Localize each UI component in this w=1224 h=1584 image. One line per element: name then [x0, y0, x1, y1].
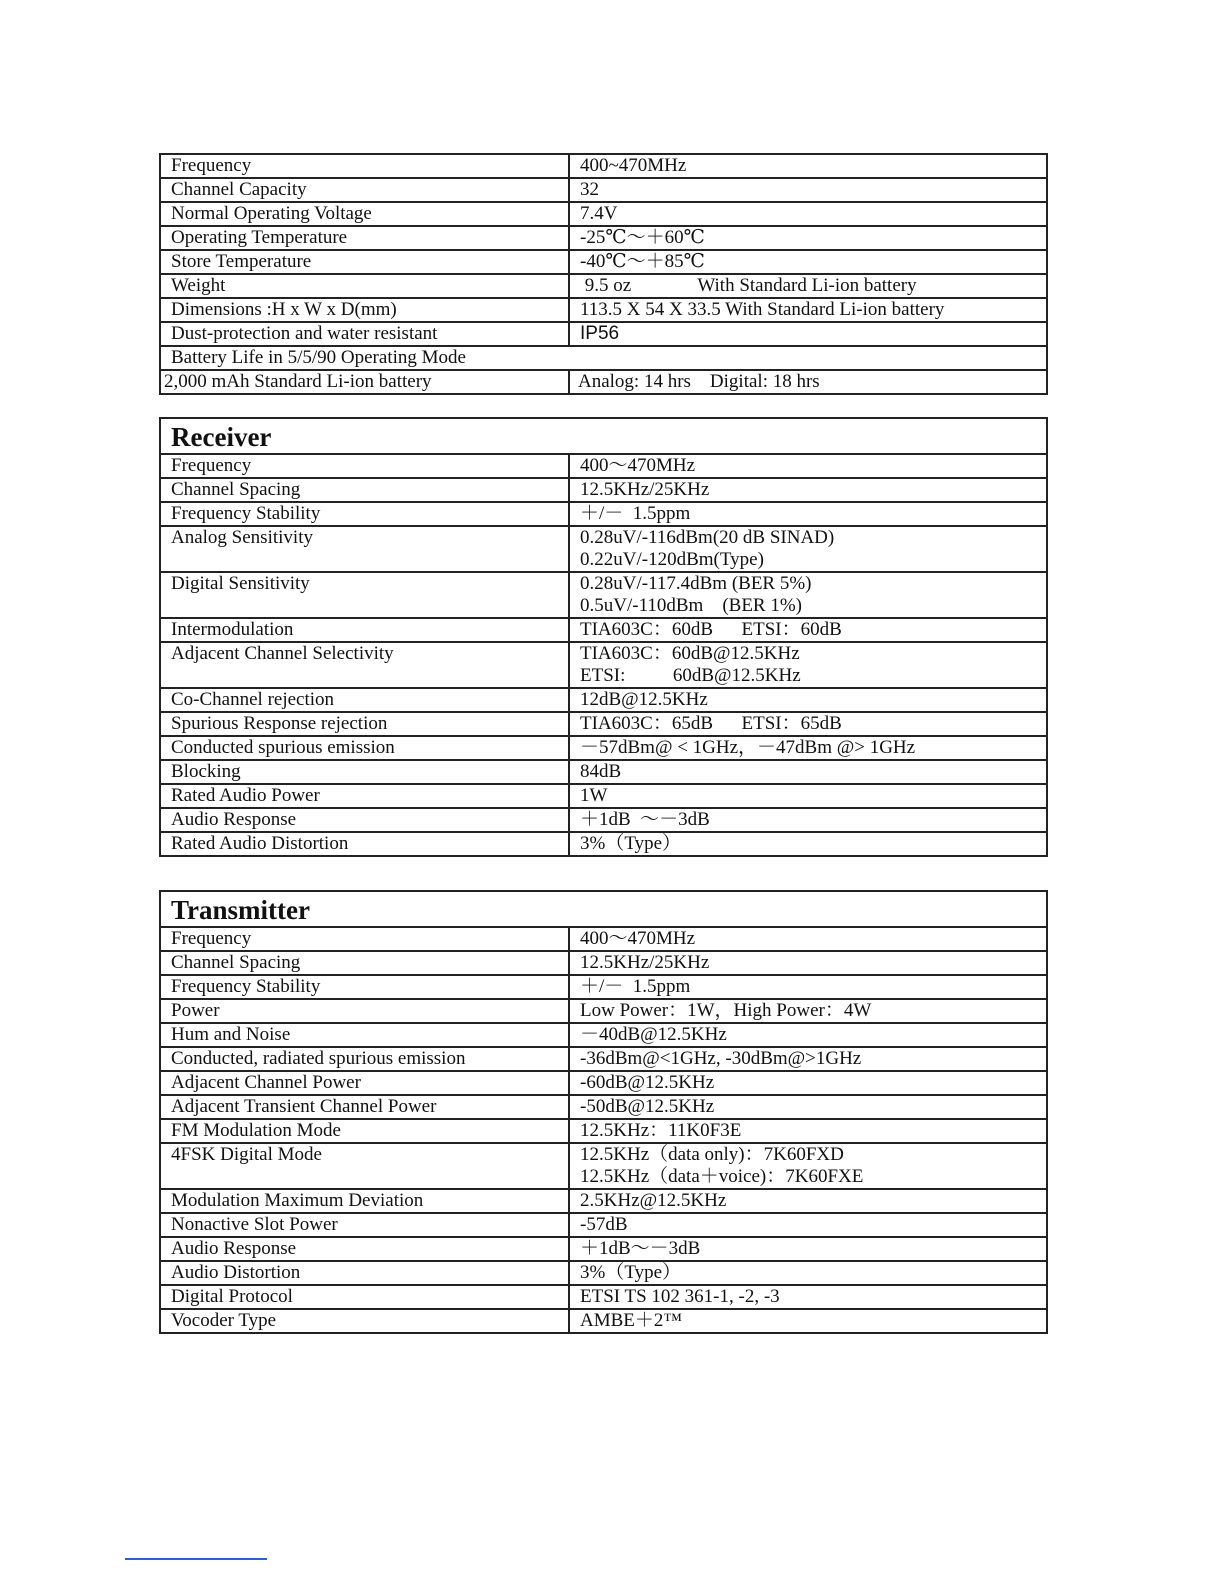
value-line: ＋1dB～－3dB [580, 1238, 701, 1259]
param-value [569, 1189, 1047, 1213]
param-value: 113.5 X 54 X 33.5 With Standard Li-ion battery [569, 298, 1047, 322]
value-line: -50dB@12.5KHz [580, 1096, 715, 1117]
param-label: Blocking [160, 760, 569, 784]
param-value [569, 832, 1047, 856]
param-label: Digital Sensitivity [160, 572, 569, 618]
section-title: Transmitter [160, 891, 1047, 927]
value-line: ＋1dB ～－3dB [580, 809, 710, 830]
value-line: 12.5KHz/25KHz [580, 479, 710, 500]
value-line: ＋/－ 1.5ppm [580, 503, 691, 524]
table-row [160, 712, 1047, 736]
param-value [569, 502, 1047, 526]
table-row [160, 1237, 1047, 1261]
receiver-spec-table [159, 417, 1048, 857]
param-value: -25℃～＋60℃ [569, 226, 1047, 250]
value-line: 400～470MHz [580, 928, 696, 949]
param-label: Hum and Noise [160, 1023, 569, 1047]
param-label: Channel Capacity [160, 178, 569, 202]
value-line: 400～470MHz [580, 455, 696, 476]
table-row [160, 808, 1047, 832]
value-line: 12.5KHz（data only)：7K60FXD [580, 1144, 844, 1165]
table-row [160, 370, 1047, 394]
param-value: Analog: 14 hrs Digital: 18 hrs [569, 370, 1047, 394]
table-row [160, 1309, 1047, 1333]
value-line: ETSI: 60dB@12.5KHz [580, 665, 801, 686]
param-label: Spurious Response rejection [160, 712, 569, 736]
param-value [569, 688, 1047, 712]
table-row [160, 502, 1047, 526]
param-label: Frequency [160, 454, 569, 478]
param-value [569, 526, 1047, 572]
param-value [569, 1143, 1047, 1189]
table-row [160, 618, 1047, 642]
table-row [160, 1143, 1047, 1189]
param-value [569, 618, 1047, 642]
param-label: Audio Response [160, 1237, 569, 1261]
param-value [569, 927, 1047, 951]
param-value [569, 1213, 1047, 1237]
table-row [160, 274, 1047, 298]
value-line: 1W [580, 785, 608, 806]
param-value [569, 1071, 1047, 1095]
param-value [569, 712, 1047, 736]
value-line: 3%（Type） [580, 1262, 682, 1283]
param-label: Dimensions :H x W x D(mm) [160, 298, 569, 322]
param-value [569, 1309, 1047, 1333]
param-label: Channel Spacing [160, 951, 569, 975]
value-line: 12dB@12.5KHz [580, 689, 708, 710]
param-label: Modulation Maximum Deviation [160, 1189, 569, 1213]
param-value: 7.4V [569, 202, 1047, 226]
table-row [160, 226, 1047, 250]
param-value: 32 [569, 178, 1047, 202]
param-label: Dust-protection and water resistant [160, 322, 569, 346]
value-line: 84dB [580, 761, 622, 782]
table-row [160, 178, 1047, 202]
param-value: 9.5 oz With Standard Li-ion battery [569, 274, 1047, 298]
param-label: Analog Sensitivity [160, 526, 569, 572]
param-value [569, 736, 1047, 760]
param-label: Power [160, 999, 569, 1023]
table-row [160, 975, 1047, 999]
table-row [160, 1261, 1047, 1285]
table-row [160, 784, 1047, 808]
param-value [569, 1261, 1047, 1285]
param-label: Frequency [160, 927, 569, 951]
section-header [160, 418, 1047, 454]
table-row [160, 1047, 1047, 1071]
param-value [569, 1285, 1047, 1309]
value-line: 0.22uV/-120dBm(Type) [580, 549, 764, 570]
param-label: Operating Temperature [160, 226, 569, 250]
param-value [569, 1237, 1047, 1261]
param-label: Frequency Stability [160, 975, 569, 999]
general-spec-table [159, 153, 1048, 395]
param-value [569, 808, 1047, 832]
param-label: Audio Distortion [160, 1261, 569, 1285]
param-label: Rated Audio Distortion [160, 832, 569, 856]
value-line: 3%（Type） [580, 833, 682, 854]
table-row [160, 1071, 1047, 1095]
param-value [569, 975, 1047, 999]
param-value [569, 1119, 1047, 1143]
param-label: 2,000 mAh Standard Li-ion battery [160, 370, 569, 394]
value-line: -57dB [580, 1214, 628, 1235]
param-label: Intermodulation [160, 618, 569, 642]
param-value: IP56 [569, 322, 1047, 346]
param-value [569, 642, 1047, 688]
value-line: ＋/－ 1.5ppm [580, 976, 691, 997]
table-row [160, 572, 1047, 618]
value-line: 12.5KHz/25KHz [580, 952, 710, 973]
param-label: Frequency Stability [160, 502, 569, 526]
value-line: TIA603C：60dB@12.5KHz [580, 643, 800, 664]
transmitter-spec-table [159, 890, 1048, 1334]
section-header [160, 891, 1047, 927]
table-row [160, 1023, 1047, 1047]
param-label: 4FSK Digital Mode [160, 1143, 569, 1189]
value-line: －57dBm@ < 1GHz，－47dBm @> 1GHz [580, 737, 916, 758]
table-row [160, 1119, 1047, 1143]
param-label: Adjacent Channel Selectivity [160, 642, 569, 688]
table-row [160, 736, 1047, 760]
param-value [569, 1047, 1047, 1071]
table-row [160, 832, 1047, 856]
table-row [160, 478, 1047, 502]
footer-rule [125, 1558, 267, 1560]
param-value [569, 760, 1047, 784]
value-line: －40dB@12.5KHz [580, 1024, 727, 1045]
value-line: TIA603C：65dB ETSI：65dB [580, 713, 842, 734]
value-line: ETSI TS 102 361-1, -2, -3 [580, 1286, 780, 1307]
param-label: Normal Operating Voltage [160, 202, 569, 226]
param-value [569, 1095, 1047, 1119]
param-label: Adjacent Channel Power [160, 1071, 569, 1095]
param-label: Conducted spurious emission [160, 736, 569, 760]
table-row [160, 1189, 1047, 1213]
param-label: Co-Channel rejection [160, 688, 569, 712]
param-label: Adjacent Transient Channel Power [160, 1095, 569, 1119]
param-label: Digital Protocol [160, 1285, 569, 1309]
value-line: TIA603C：60dB ETSI：60dB [580, 619, 842, 640]
param-value [569, 999, 1047, 1023]
table-row [160, 250, 1047, 274]
param-value [569, 572, 1047, 618]
param-value: -40℃～＋85℃ [569, 250, 1047, 274]
value-line: -36dBm@<1GHz, -30dBm@>1GHz [580, 1048, 862, 1069]
table-row [160, 154, 1047, 178]
value-line: 0.28uV/-116dBm(20 dB SINAD) [580, 527, 835, 548]
table-row [160, 688, 1047, 712]
value-line: -60dB@12.5KHz [580, 1072, 715, 1093]
param-value: 400~470MHz [569, 154, 1047, 178]
table-row [160, 760, 1047, 784]
table-row [160, 202, 1047, 226]
table-row [160, 454, 1047, 478]
param-value [569, 1023, 1047, 1047]
table-row [160, 526, 1047, 572]
table-row [160, 1285, 1047, 1309]
param-value [569, 951, 1047, 975]
table-row [160, 346, 1047, 370]
param-label: Audio Response [160, 808, 569, 832]
table-row [160, 1095, 1047, 1119]
value-line: 0.5uV/-110dBm (BER 1%) [580, 595, 803, 616]
section-title: Receiver [160, 418, 1047, 454]
param-value [569, 784, 1047, 808]
value-line: 12.5KHz：11K0F3E [580, 1120, 742, 1141]
param-value [569, 454, 1047, 478]
value-line: AMBE＋2™ [580, 1310, 683, 1331]
value-line: 2.5KHz@12.5KHz [580, 1190, 727, 1211]
table-row [160, 999, 1047, 1023]
table-row [160, 298, 1047, 322]
value-line: 12.5KHz（data＋voice)：7K60FXE [580, 1166, 864, 1187]
table-row [160, 322, 1047, 346]
param-value [569, 478, 1047, 502]
table-row [160, 642, 1047, 688]
value-line: 0.28uV/-117.4dBm (BER 5%) [580, 573, 812, 594]
param-label: Frequency [160, 154, 569, 178]
param-label: Store Temperature [160, 250, 569, 274]
param-label: Battery Life in 5/5/90 Operating Mode [160, 346, 1047, 370]
value-line: Low Power：1W，High Power：4W [580, 1000, 872, 1021]
table-row [160, 1213, 1047, 1237]
param-label: FM Modulation Mode [160, 1119, 569, 1143]
param-label: Vocoder Type [160, 1309, 569, 1333]
param-label: Weight [160, 274, 569, 298]
table-row [160, 927, 1047, 951]
table-row [160, 951, 1047, 975]
param-label: Rated Audio Power [160, 784, 569, 808]
param-label: Channel Spacing [160, 478, 569, 502]
param-label: Conducted, radiated spurious emission [160, 1047, 569, 1071]
param-label: Nonactive Slot Power [160, 1213, 569, 1237]
